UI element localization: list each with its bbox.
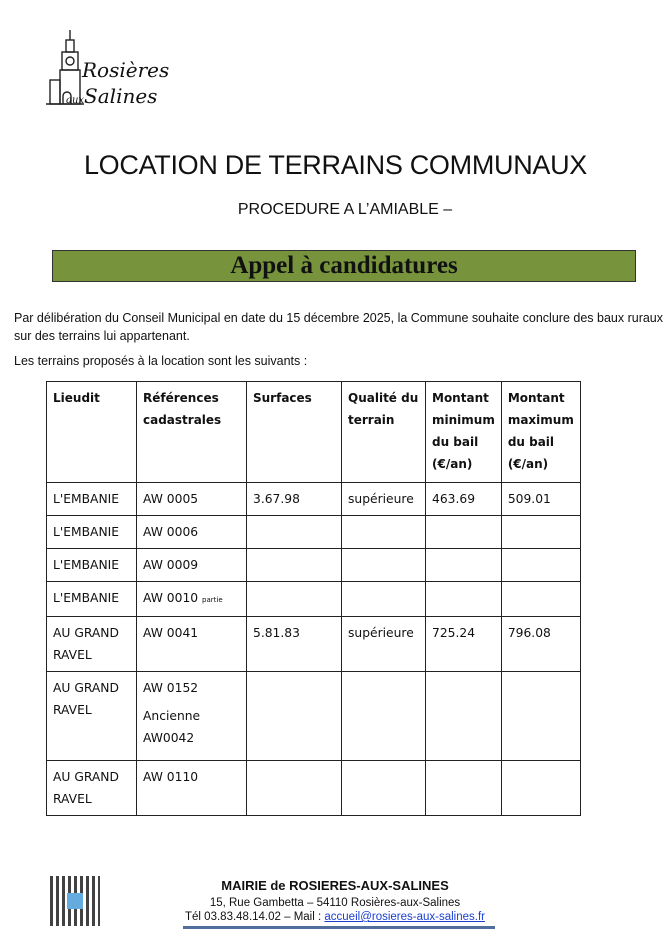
cell-reference: AW 0152 (143, 681, 199, 695)
cell-quality: supérieure (348, 492, 414, 506)
table-row (47, 672, 581, 761)
footer-contact (170, 911, 500, 923)
qr-code[interactable] (50, 876, 100, 926)
cell-reference: AW 0041 (143, 626, 199, 640)
page-subtitle: PROCEDURE A L’AMIABLE – (237, 201, 453, 218)
cell-quality: supérieure (348, 626, 414, 640)
table-row (47, 617, 581, 672)
cell-reference: AW 0005 (143, 492, 199, 506)
column-header: Références cadastrales (137, 382, 247, 483)
table-header-row (47, 382, 581, 483)
lead-paragraph: Les terrains proposés à la location sont les suivants : (14, 354, 308, 368)
column-header: Montant minimum du bail (€/an) (426, 382, 502, 483)
column-header: Qualité du terrain (342, 382, 426, 483)
cell-reference: AW 0009 (143, 558, 199, 572)
page-title: LOCATION DE TERRAINS COMMUNAUX (83, 150, 588, 180)
footer-address: 15, Rue Gambetta – 54110 Rosières-aux-Salines (209, 897, 461, 909)
cell-lieudit: L'EMBANIE (53, 558, 120, 572)
cell-reference: AW 0110 (143, 770, 199, 784)
cell-lieudit: L'EMBANIE (53, 492, 120, 506)
reference-note: partie (202, 596, 223, 604)
column-header: Montant maximum du bail (€/an) (501, 382, 580, 483)
table-row (47, 761, 581, 816)
table-row (47, 483, 581, 516)
table-row (47, 549, 581, 582)
parcels-table (46, 381, 581, 816)
column-header: Lieudit (47, 382, 137, 483)
footer-tel: Tél 03.83.48.14.02 – Mail : (185, 911, 325, 923)
intro-paragraph: Par délibération du Conseil Municipal en date du 15 décembre 2025, la Commune souhaite conclure des baux ruraux sur des terrains lui appartenant. (14, 311, 664, 343)
cell-max-rent: 796.08 (507, 626, 551, 640)
column-header: Surfaces (247, 382, 342, 483)
cell-lieudit: L'EMBANIE (53, 591, 120, 605)
cell-min-rent: 463.69 (432, 492, 476, 506)
cell-lieudit: AU GRAND RAVEL (53, 681, 119, 717)
cell-min-rent: 725.24 (432, 626, 476, 640)
call-banner: Appel à candidatures (52, 250, 636, 282)
cell-surface: 5.81.83 (253, 626, 300, 640)
table-row (47, 582, 581, 617)
logo-text: auxSalines (66, 84, 158, 108)
logo-text: Rosières (82, 58, 170, 82)
cell-reference: AW 0010 (143, 591, 199, 605)
cell-lieudit: AU GRAND RAVEL (53, 626, 119, 662)
email-link[interactable]: accueil@rosieres-aux-salines.fr (324, 911, 485, 923)
cell-reference: AW 0006 (143, 525, 199, 539)
cell-max-rent: 509.01 (507, 492, 551, 506)
footer-divider (183, 926, 495, 929)
cell-surface: 3.67.98 (253, 492, 300, 506)
cell-lieudit: AU GRAND RAVEL (53, 770, 119, 806)
reference-former: Ancienne AW0042 (143, 709, 201, 745)
cell-lieudit: L'EMBANIE (53, 525, 120, 539)
table-row (47, 516, 581, 549)
footer-name: MAIRIE de ROSIERES-AUX-SALINES (221, 878, 449, 893)
